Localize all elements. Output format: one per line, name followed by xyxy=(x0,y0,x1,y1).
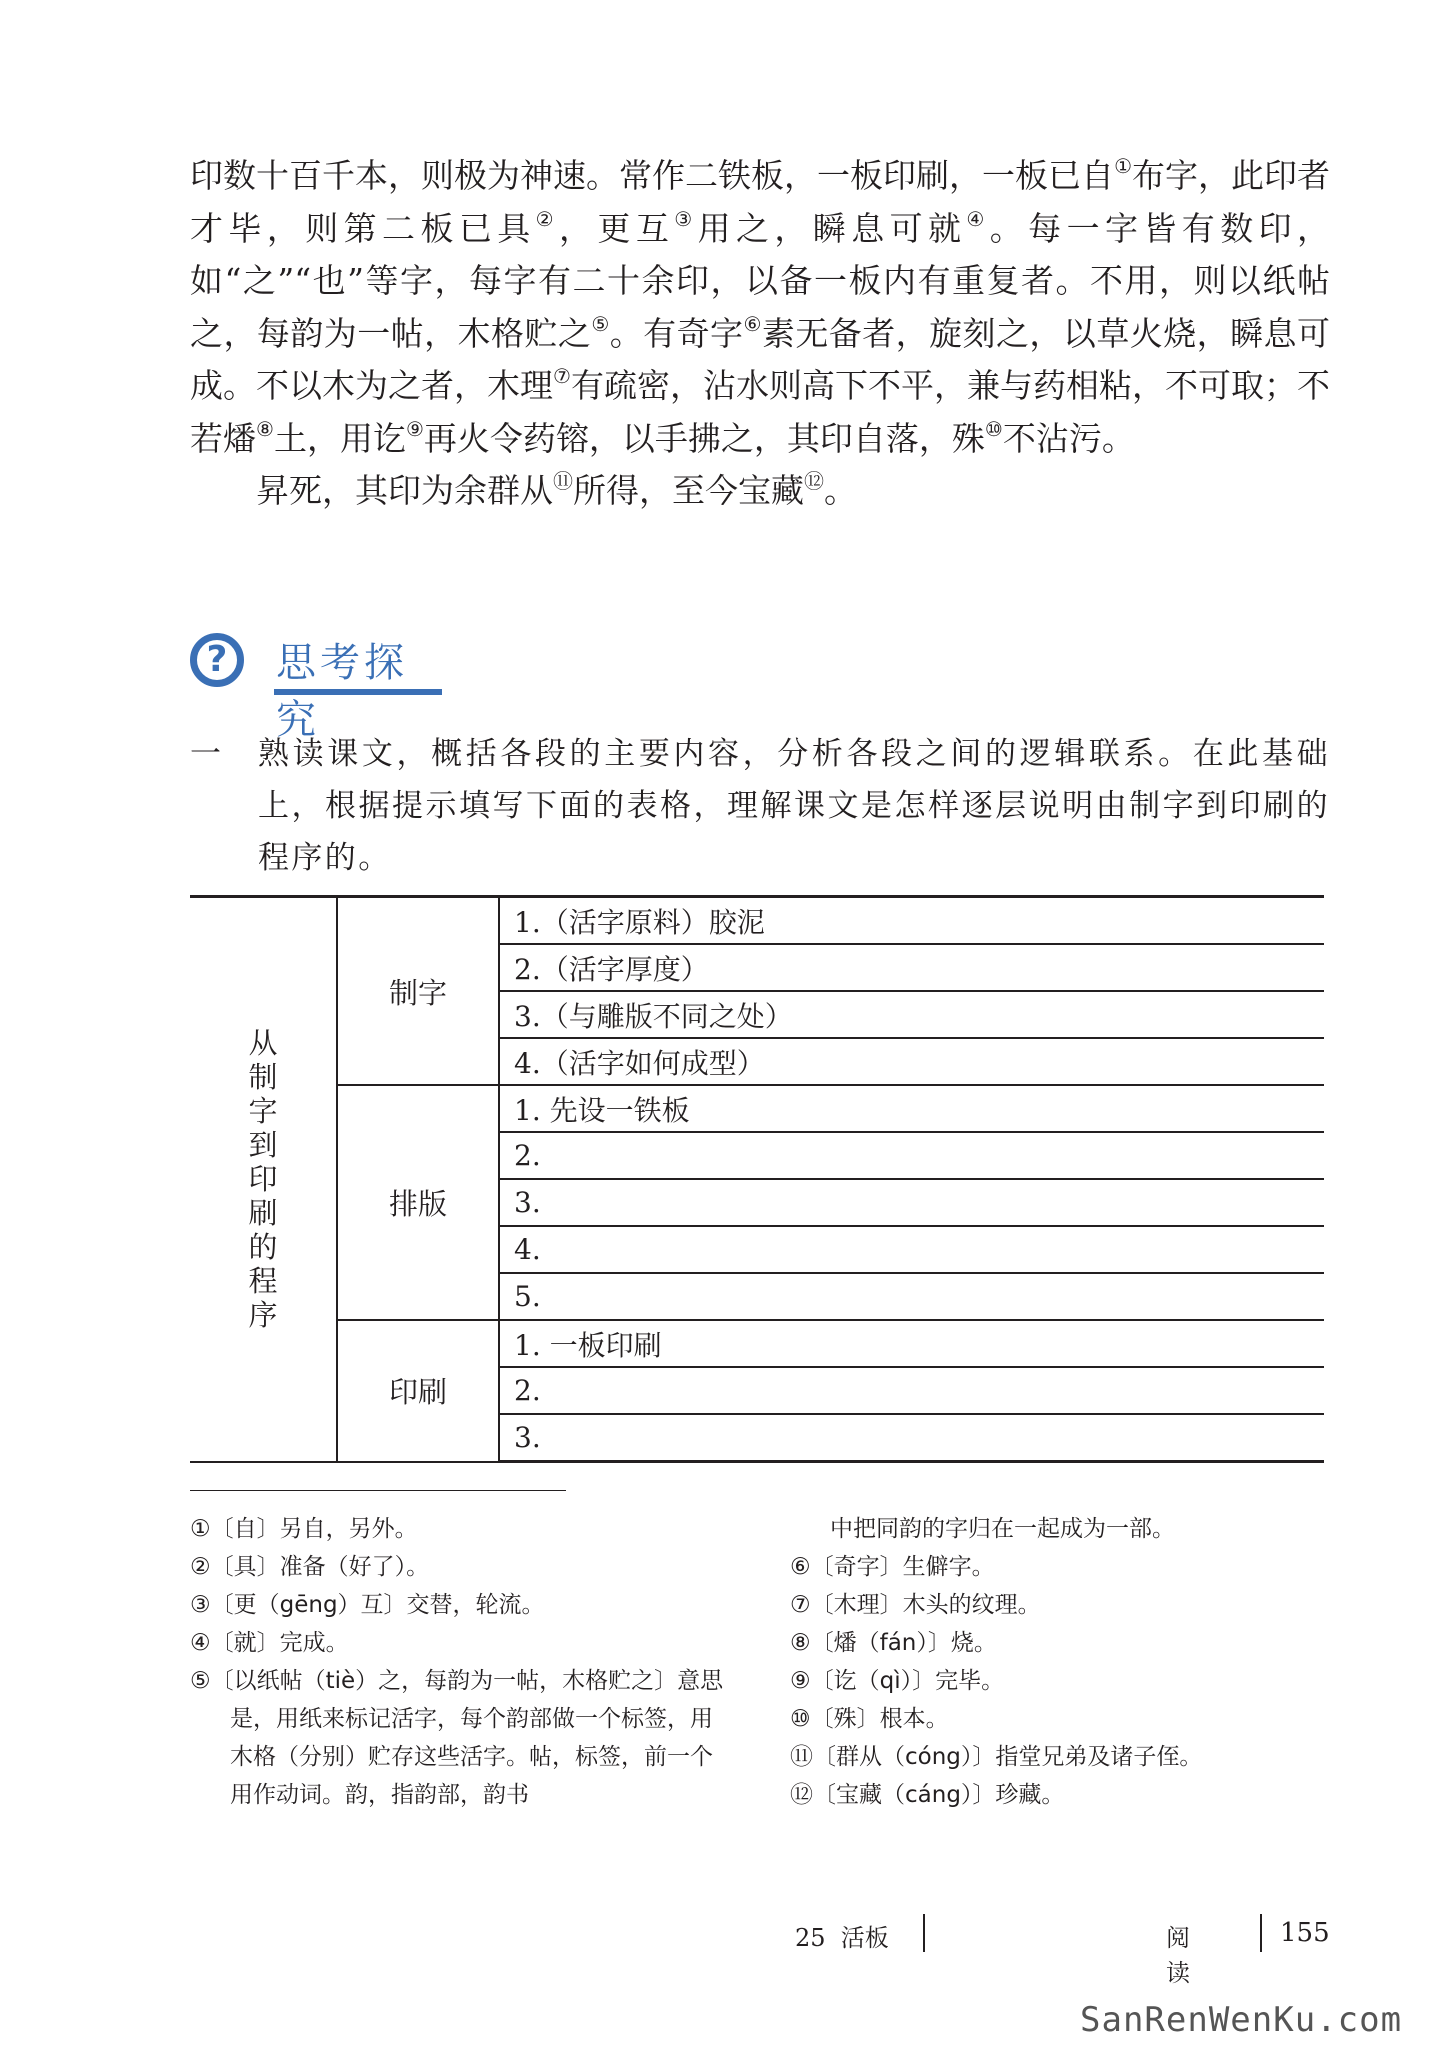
footnote: ⑩〔殊〕根本。 xyxy=(790,1706,949,1732)
passage-text-run: 用之，瞬息可就 xyxy=(697,208,967,248)
passage-text-run: 有疏密，沾水则高下不平，兼与药相粘，不可取；不若燔 xyxy=(190,366,1331,458)
footnote: ④〔就〕完成。 xyxy=(190,1630,349,1656)
passage-paragraph-1 xyxy=(190,150,1330,465)
section-title-underline xyxy=(274,689,442,695)
footnote-mark: ⑧ xyxy=(256,416,274,441)
table-row xyxy=(190,1320,1324,1367)
table-root-text: 从制字到印刷的程序 xyxy=(248,1026,278,1333)
footer-divider xyxy=(1260,1914,1262,1952)
passage-text-run: 。每一字皆有数印，如“之”“也”等字，每字有二十余印，以备一板内有重复者。不用，则以纸帖之，每韵为一帖，木格贮之 xyxy=(190,208,1330,353)
question-number: 一 xyxy=(190,736,224,772)
footnote-divider xyxy=(190,1490,566,1491)
passage-text-run: ，更互 xyxy=(559,208,675,248)
table-cell[interactable]: 2. xyxy=(499,1367,1324,1414)
footnote-mark: ⑨ xyxy=(405,416,424,441)
footer-divider xyxy=(923,1914,925,1952)
table-cell[interactable]: 4. xyxy=(499,1226,1324,1273)
table-row xyxy=(190,1085,1324,1132)
footnote-mark: ② xyxy=(535,206,559,231)
table-cell[interactable]: 3. xyxy=(499,1179,1324,1226)
stage-label-paiban: 排版 xyxy=(337,1085,499,1320)
footnote-mark: ⑩ xyxy=(984,416,1003,441)
footnote: ①〔自〕另自，另外。 xyxy=(190,1516,418,1542)
passage-text-run: 昇死，其印为余群从 xyxy=(256,471,553,510)
footnote: ⑪〔群从（cóng）〕指堂兄弟及诸子侄。 xyxy=(790,1744,1203,1770)
chapter-label: 25 活板 xyxy=(795,1924,889,1952)
footnote: ⑥〔奇字〕生僻字。 xyxy=(790,1554,995,1580)
passage-text-run: 再火令药镕，以手拂之，其印自落，殊 xyxy=(423,418,985,458)
passage-text-run: 土，用讫 xyxy=(273,418,406,458)
footnote: ⑨〔讫（qì）〕完毕。 xyxy=(790,1668,1005,1694)
footnote-mark: ⑤ xyxy=(591,311,610,336)
page-number: 155 xyxy=(1280,1918,1330,1948)
footnote: ⑦〔木理〕木头的纹理。 xyxy=(790,1592,1041,1618)
passage-text-run: 素无备者，旋刻之，以草火烧，瞬息可成。不以木为之者，木理 xyxy=(190,313,1330,405)
table-row xyxy=(190,897,1324,945)
footnote: ③〔更（gēng）互〕交替，轮流。 xyxy=(190,1592,545,1618)
procedure-table xyxy=(190,895,1324,1463)
footnote-mark: ⑫ xyxy=(804,469,824,493)
passage-text-run: 所得，至今宝藏 xyxy=(573,471,804,510)
passage-paragraph-2 xyxy=(190,465,1330,518)
footnote: ⑤〔以纸帖（tiè）之，每韵为一帖，木格贮之〕意思是，用纸来标记活字，每个韵部做一个标签，用木格（分别）贮存这些活字。帖，标签，前一个用作动词。韵，指韵部，韵书 xyxy=(190,1668,724,1808)
footnotes-left-column xyxy=(190,1510,730,1814)
footnote: ⑫〔宝藏（cáng）〕珍藏。 xyxy=(790,1782,1065,1808)
table-cell[interactable]: 3. xyxy=(499,1414,1324,1462)
stage-label-zhizi: 制字 xyxy=(337,897,499,1086)
footnote-mark: ⑪ xyxy=(553,469,573,493)
table-cell[interactable]: 1. 先设一铁板 xyxy=(499,1085,1324,1132)
section-header xyxy=(186,625,446,743)
footnote-mark: ① xyxy=(1114,154,1132,178)
section-title: 思考探究 xyxy=(276,640,408,743)
footnote-continuation: 中把同韵的字归在一起成为一部。 xyxy=(830,1516,1175,1542)
footnote-mark: ④ xyxy=(966,206,990,231)
table-cell[interactable]: 2.（活字厚度） xyxy=(499,944,1324,991)
table-cell[interactable]: 4.（活字如何成型） xyxy=(499,1038,1324,1085)
table-root-label xyxy=(190,897,337,1462)
table-cell[interactable]: 5. xyxy=(499,1273,1324,1320)
footnote-mark: ③ xyxy=(674,206,698,231)
unit-label: 阅读 xyxy=(1166,1924,1200,1987)
passage-text-run: 。有奇字 xyxy=(609,313,744,353)
passage-text-run: 布字，此印者才毕，则第二板已具 xyxy=(190,156,1331,248)
site-watermark: SanRenWenKu.com xyxy=(1080,2000,1403,2040)
stage-label-yinshua: 印刷 xyxy=(337,1320,499,1462)
footnote-mark: ⑥ xyxy=(743,311,762,336)
passage-text-run: 印数十百千本，则极为神速。常作二铁板，一板印刷，一板已自 xyxy=(190,156,1115,195)
footnote-mark: ⑦ xyxy=(553,364,571,388)
passage-text-run: 不沾污。 xyxy=(1002,418,1135,458)
footnotes-right-column xyxy=(790,1510,1350,1814)
question-text: 熟读课文，概括各段的主要内容，分析各段之间的逻辑联系。在此基础上，根据提示填写下面的表格，理解课文是怎样逐层说明由制字到印刷的程序的。 xyxy=(258,736,1330,876)
table-cell[interactable]: 1. 一板印刷 xyxy=(499,1320,1324,1367)
passage-text xyxy=(190,150,1330,518)
table-cell[interactable]: 2. xyxy=(499,1132,1324,1179)
question-mark-circle-icon: ? xyxy=(190,633,244,687)
footnote: ⑧〔燔（fán）〕烧。 xyxy=(790,1630,997,1656)
table-cell[interactable]: 1.（活字原料）胶泥 xyxy=(499,897,1324,945)
passage-text-run: 。 xyxy=(824,471,857,510)
footnote: ②〔具〕准备（好了）。 xyxy=(190,1554,430,1580)
question-1 xyxy=(190,728,1330,884)
table-cell[interactable]: 3.（与雕版不同之处） xyxy=(499,991,1324,1038)
